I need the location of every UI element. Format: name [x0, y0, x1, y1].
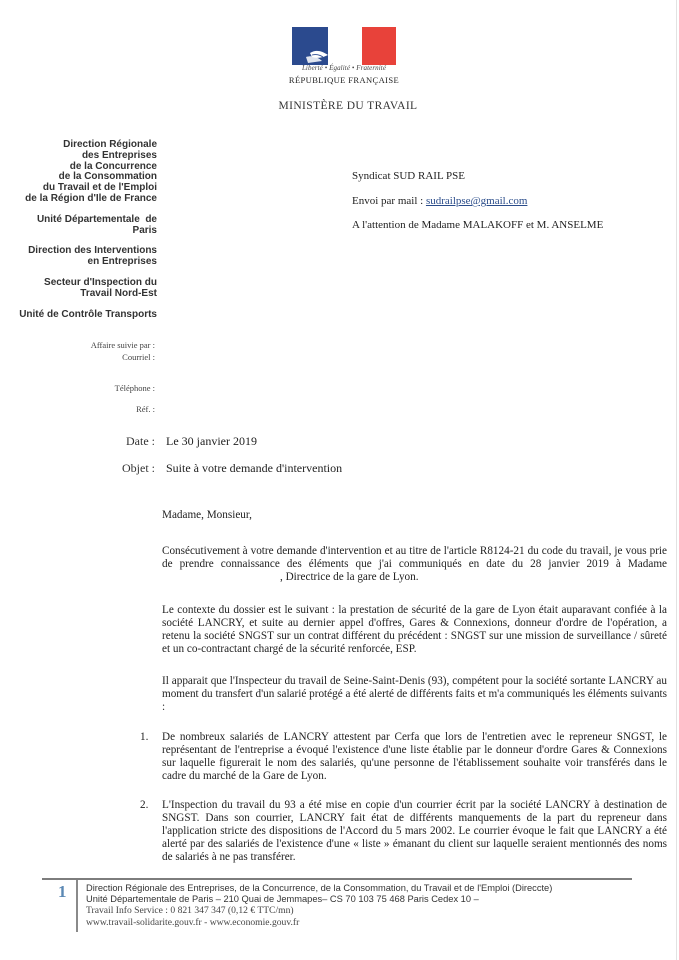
sender-direction	[10, 246, 157, 268]
paragraph-1-end: , Directrice de la gare de Lyon.	[280, 571, 419, 584]
page-number: 1	[58, 882, 67, 901]
sender-line: Paris	[132, 224, 157, 236]
recipient-email-link[interactable]: sudrailpse@gmail.com	[425, 195, 528, 207]
sender-line: Secteur d'Inspection du	[44, 276, 157, 288]
date-label: Date :	[126, 434, 155, 448]
sender-line: du Travail et de l'Emploi	[42, 182, 157, 194]
sender-line: Direction des Interventions	[28, 245, 157, 257]
sender-line: Direction Régionale	[63, 139, 157, 150]
paragraph-2: Le contexte du dossier est le suivant : la prestation de sécurité de la gare de Lyon était auparavant confiée à la société LANCRY, et suite au dernier appel d'offres, Gares & Connexions, donneur d'ordre de l'opération, a retenu la société SNGST sur un contrat différent du précédent : SNGST sur une mission de surveillance / sûreté et un co-contractant chargé de la sécurité renforcée, ESP.	[162, 604, 667, 656]
sender-line: de la Concurrence	[69, 160, 157, 172]
marianne-logo-icon	[292, 27, 396, 65]
sender-line: en Entreprises	[87, 256, 157, 268]
affaire-label: Affaire suivie par :	[90, 340, 155, 350]
page-edge	[676, 0, 677, 960]
sender-line: de la Consommation	[58, 171, 157, 183]
sender-line: Unité Départementale de	[36, 213, 157, 225]
recipient-name: Syndicat SUD RAIL PSE	[352, 170, 465, 182]
ref-label: Réf. :	[136, 404, 155, 414]
republique-francaise-label: RÉPUBLIQUE FRANÇAISE	[288, 75, 400, 85]
list-number: 1.	[140, 731, 149, 743]
sender-line: de la Région d'Ile de France	[25, 192, 157, 204]
courriel-label: Courriel :	[122, 352, 155, 362]
footer-vertical-divider	[76, 880, 78, 932]
salutation: Madame, Monsieur,	[162, 509, 252, 521]
list-item: De nombreux salariés de LANCRY attestent par Cerfa que lors de l'entretien avec le repreneur SNGST, le représentant de l'entreprise a évoqué l'existence d'une liste établie par le donneur d'ordre Gares & Connexions sur laquelle figurerait le nom des salariés, qu'une personne de l'établissement souhaite voir transférés dans le cadre du marché de la Gare de Lyon.	[162, 731, 667, 783]
date-value: Le 30 janvier 2019	[166, 434, 257, 448]
sender-unite	[10, 215, 157, 237]
sender-secteur	[10, 278, 157, 300]
telephone-label: Téléphone :	[114, 383, 155, 393]
sender-unite-controle	[10, 310, 157, 321]
paragraph-3: Il apparait que l'Inspecteur du travail de Seine-Saint-Denis (93), compétent pour la société sortante LANCRY au moment du transfert d'un salarié protégé a été alerté de différents faits et m'a communiqués les éléments suivants :	[162, 675, 667, 714]
list-item: L'Inspection du travail du 93 a été mise en copie d'un courrier écrit par la société LANCRY à destination de SNGST. Dans son courrier, LANCRY fait état de différents manquements de la part du repreneur dans l'application stricte des dispositions de l'Accord du 5 mars 2002. Le courrier évoque le fait que LANCRY a été alerté par des salariés de l'existence d'une « liste » émanant du client sur laquelle seraient mentionnés des noms de salariés à ne pas transférer.	[162, 799, 667, 864]
recipient-mail-line	[352, 195, 527, 207]
sender-direccte	[10, 140, 157, 205]
footer-divider	[42, 878, 632, 880]
sender-block	[10, 140, 157, 330]
objet-value: Suite à votre demande d'intervention	[166, 461, 343, 475]
footer-line-4: www.travail-solidarite.gouv.fr - www.economie.gouv.fr	[86, 917, 300, 928]
footer-line-1: Direction Régionale des Entreprises, de la Concurrence, de la Consommation, du Travail et de l'Emploi (Direccte)	[86, 883, 553, 893]
paragraph-1-text: Consécutivement à votre demande d'intervention et au titre de l'article R8124-21 du code du travail, je vous prie de prendre connaissance des éléments que j'ai communiqués en date du 28 janvier 2019 à Madame	[162, 545, 667, 571]
mail-label: Envoi par mail :	[352, 195, 426, 207]
footer-line-3: Travail Info Service : 0 821 347 347 (0,12 € TTC/mn)	[86, 905, 294, 916]
paragraph-1	[162, 545, 667, 584]
sender-line: des Entreprises	[81, 149, 157, 161]
ministry-title: MINISTÈRE DU TRAVAIL	[278, 100, 418, 112]
footer-line-2: Unité Départementale de Paris – 210 Quai de Jemmapes– CS 70 103 75 468 Paris Cedex 10 –	[86, 894, 479, 904]
objet-label: Objet :	[122, 461, 155, 475]
recipient-attention: A l'attention de Madame MALAKOFF et M. ANSELME	[352, 219, 604, 231]
sender-line: Travail Nord-Est	[80, 287, 157, 299]
list-number: 2.	[140, 799, 149, 811]
sender-line: Unité de Contrôle Transports	[19, 308, 157, 320]
devise-text: Liberté • Égalité • Fraternité	[301, 64, 387, 72]
